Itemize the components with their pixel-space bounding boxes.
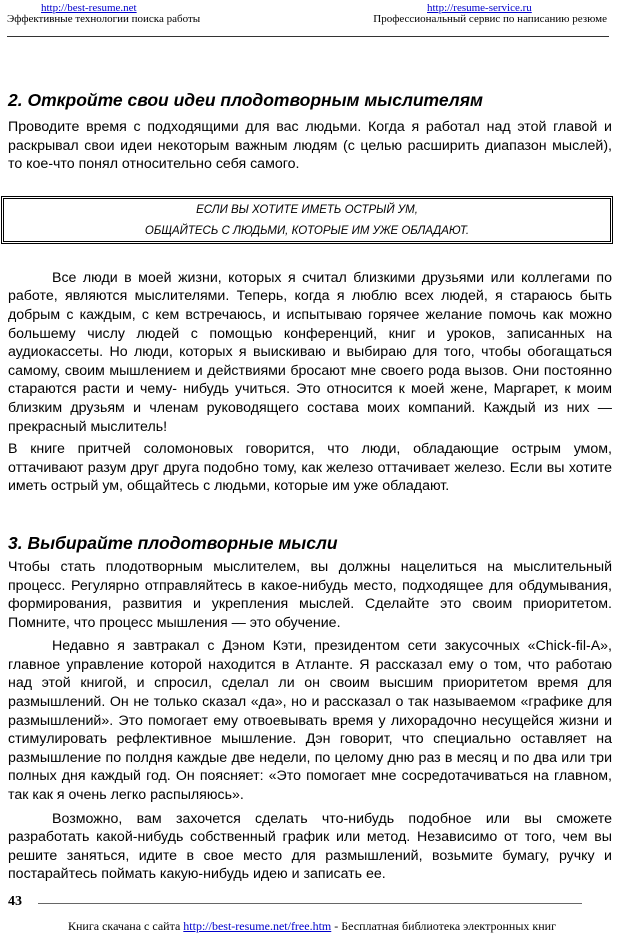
page-footer [0,888,620,934]
footer-text-after: - Бесплатная библиотека электронных книг [331,919,556,933]
header-subtitle-left: Эффективные технологии поиска работы [7,13,201,25]
footer-divider [38,903,582,904]
header-link-best-resume[interactable]: http://best-resume.net [41,2,137,14]
footer-text [68,919,556,934]
section-2-heading: 2. Откройте свои идеи плодотворным мыслителям [8,90,483,110]
quote-line-1: ЕСЛИ ВЫ ХОТИТЕ ИМЕТЬ ОСТРЫЙ УМ, [196,203,418,216]
section-3-paragraph-2: Недавно я завтракал с Дэном Кэти, президентом сети закусочных «Chick-fil-A», главное управление которой находится в Атланте. Я рассказал ему о том, что работаю над этой книгой, и спросил, сделал ли он своим высшим приоритетом время для размышлений. Он не только сказал «да», но и рассказал о так называемом «графике для размышлений». Это помогает ему отвоевывать время у лихорадочно несущейся жизни и стимулировать рефлективное мышление. Дэн говорит, что специально оставляет на размышление по полдня каждые две недели, по целому дню раз в месяц и по два или три полных дня каждый год. Он поясняет: «Это помогает мне сосредотачиваться на главном, так как я очень легко распыляюсь». [8,638,612,804]
section-2-paragraph-2: Все люди в моей жизни, которых я считал близкими друзьями или коллегами по работе, являются мыслителями. Теперь, когда я люблю всех людей, я стараюсь быть добрым с каждым, с кем встречаюсь, и испытываю горячее желание помочь как можно большему числу людей с помощью конференций, книг и уроков, записанных на аудиокассеты. Но люди, которых я выискиваю и выбираю для того, чтобы обогащаться самому, своим мышлением и действиями бросают мне своего рода вызов. Они постоянно стараются расти и чему- нибудь учиться. Это относится к моей жене, Маргарет, к моим близким друзьям и членам руководящего состава моих компаний. Каждый из них — прекрасный мыслитель! [8,269,612,435]
section-3-paragraph-1: Чтобы стать плодотворным мыслителем, вы должны нацелиться на мыслительный процесс. Регулярно отправляйтесь в какое-нибудь место, подходящее для обдумывания, формирования, развития и укрепления мыслей. Сделайте это своим приоритетом. Помните, что процесс мышления — это обучение. [8,558,612,631]
quote-line-2: ОБЩАЙТЕСЬ С ЛЮДЬМИ, КОТОРЫЕ ИМ УЖЕ ОБЛАДАЮТ. [144,224,470,237]
header-link-resume-service[interactable]: http://resume-service.ru [427,2,532,14]
section-3-heading: 3. Выбирайте плодотворные мысли [8,532,338,553]
header-divider [7,36,609,37]
footer-text-before: Книга скачана с сайта [68,919,184,933]
page-content [8,88,612,884]
page-header [0,0,620,40]
page-number: 43 [8,894,22,909]
footer-link-free-library[interactable]: http://best-resume.net/free.htm [183,919,332,933]
quote-box [1,196,613,244]
section-2-paragraph-1: Проводите время с подходящими для вас людьми. Когда я работал над этой главой и раскрывал свои идеи некоторым важным людям (с целью расширить диапазон мыслей), то кое-что понял относительно себя самого. [8,119,612,173]
section-2-paragraph-3: В книге притчей соломоновых говорится, что люди, обладающие острым умом, оттачивают разум друг друга подобно тому, как железо оттачивает железо. Если вы хотите иметь острый ум, общайтесь с людьми, которые им уже обладают. [8,441,612,495]
header-subtitle-right: Профессиональный сервис по написанию резюме [373,13,607,25]
section-3-paragraph-3: Возможно, вам захочется сделать что-нибудь подобное или вы сможете разработать какой-нибудь собственный график или метод. Независимо от того, чем вы решите заняться, идите в свое место для размышлений, возьмите бумагу, ручку и постарайтесь поймать какую-нибудь идею и записать ее. [8,810,612,883]
